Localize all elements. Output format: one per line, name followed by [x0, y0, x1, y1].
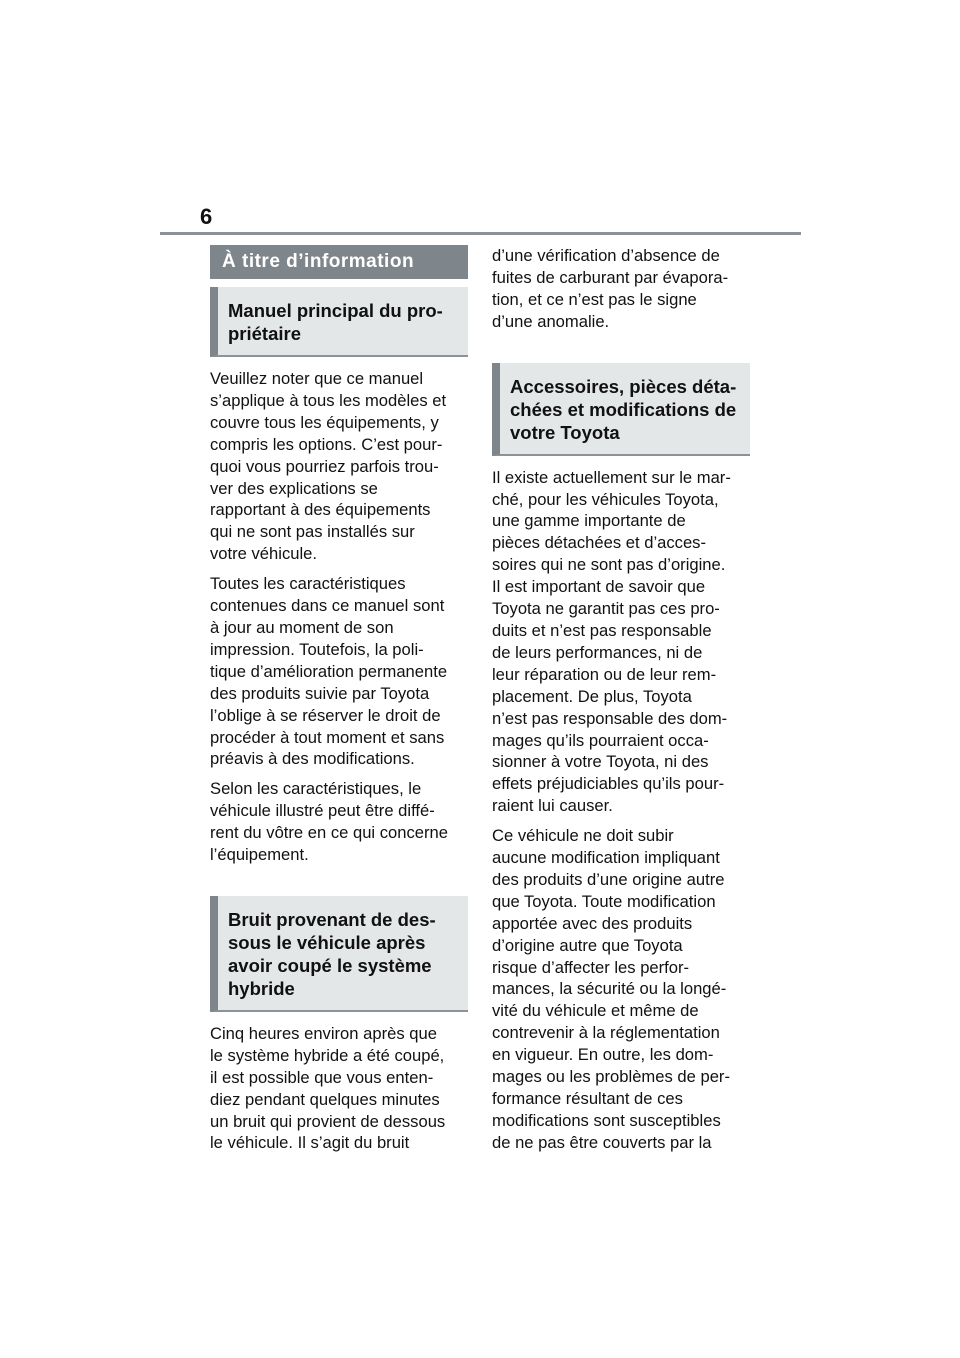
paragraph-continued	[492, 245, 750, 333]
text-line: diez pendant quelques minutes	[210, 1089, 440, 1109]
section-title: À titre d’information	[210, 245, 468, 279]
text-line: avoir coupé le système	[228, 954, 432, 976]
text-line: Bruit provenant de des-	[228, 908, 436, 930]
paragraph-bruit-1	[210, 1023, 468, 1154]
text-line: contenues dans ce manuel sont	[210, 596, 445, 616]
text-line: des produits d’une origine autre	[492, 869, 725, 889]
text-line: effets préjudiciables qu’ils pour-	[492, 774, 725, 794]
text-line: compris les options. C’est pour-	[210, 434, 443, 454]
text-line: votre Toyota	[510, 421, 620, 443]
text-line: Il existe actuellement sur le mar-	[492, 467, 731, 487]
text-line: leur réparation ou de leur rem-	[492, 664, 717, 684]
paragraph-manuel-1	[210, 368, 468, 565]
text-line: en vigueur. En outre, les dom-	[492, 1045, 714, 1065]
header-rule	[160, 232, 801, 235]
text-line: priétaire	[228, 323, 302, 344]
text-line: il est possible que vous enten-	[210, 1067, 434, 1087]
text-line: contrevenir à la réglementation	[492, 1023, 720, 1043]
text-line: hybride	[228, 977, 295, 999]
text-line: rent du vôtre en ce qui concerne	[210, 823, 448, 843]
text-line: risque d’affecter les perfor-	[492, 957, 690, 977]
text-line: chées et modifications de	[510, 398, 737, 420]
text-line: Cinq heures environ après que	[210, 1023, 437, 1043]
text-line: procéder à tout moment et sans	[210, 727, 445, 747]
text-line: n’est pas responsable des dom-	[492, 708, 728, 728]
text-line: qui ne sont pas installés sur	[210, 522, 415, 542]
text-line: Toutes les caractéristiques	[210, 574, 406, 594]
text-line: sionner à votre Toyota, ni des	[492, 752, 709, 772]
text-line: modifications sont susceptibles	[492, 1110, 721, 1130]
text-line: ver des explications se	[210, 478, 378, 498]
text-line: rapportant à des équipements	[210, 500, 431, 520]
text-line: des produits suivie par Toyota	[210, 683, 430, 703]
text-line: une gamme importante de	[492, 511, 686, 531]
text-line: Toyota ne garantit pas ces pro-	[492, 599, 720, 619]
text-line: Ce véhicule ne doit subir	[492, 826, 674, 846]
text-line: fuites de carburant par évapora-	[492, 267, 729, 287]
text-line: mances, la sécurité ou la longé-	[492, 979, 727, 999]
text-line: d’une vérification d’absence de	[492, 246, 720, 265]
text-line: le véhicule. Il s’agit du bruit	[210, 1133, 410, 1153]
text-line: apportée avec des produits	[492, 913, 693, 933]
text-line: couvre tous les équipements, y	[210, 412, 439, 432]
text-line: à jour au moment de son	[210, 617, 394, 637]
text-line: tion, et ce n’est pas le signe	[492, 289, 697, 309]
text-line: Accessoires, pièces déta-	[510, 375, 737, 397]
text-line: l’oblige à se réserver le droit de	[210, 705, 441, 725]
text-line: pièces détachées et d’acces-	[492, 533, 707, 553]
paragraph-manuel-2	[210, 573, 468, 770]
text-line: raient lui causer.	[492, 796, 613, 816]
text-line: mages ou les problèmes de per-	[492, 1067, 730, 1087]
text-line: de ne pas être couverts par la	[492, 1132, 712, 1152]
text-line: d’une anomalie.	[492, 311, 610, 331]
text-line: mages qu’ils pourraient occa-	[492, 730, 709, 750]
text-line: placement. De plus, Toyota	[492, 686, 692, 706]
text-line: l’équipement.	[210, 845, 309, 865]
text-line: tique d’amélioration permanente	[210, 661, 448, 681]
text-line: Selon les caractéristiques, le	[210, 779, 422, 799]
text-line: ché, pour les véhicules Toyota,	[492, 489, 719, 509]
text-line: Veuillez noter que ce manuel	[210, 369, 424, 388]
text-line: soires qui ne sont pas d’origine.	[492, 555, 726, 575]
text-line: de leurs performances, ni de	[492, 642, 703, 662]
text-line: formance résultant de ces	[492, 1089, 683, 1108]
text-line: aucune modification impliquant	[492, 848, 720, 868]
subsection-heading-manuel	[210, 287, 468, 357]
paragraph-accessoires-2	[492, 825, 750, 1154]
subsection-heading-accessoires	[492, 363, 750, 456]
text-line: impression. Toutefois, la poli-	[210, 639, 424, 659]
page-number: 6	[200, 204, 213, 229]
text-line: quoi vous pourriez parfois trou-	[210, 456, 439, 476]
paragraph-manuel-3	[210, 778, 468, 866]
text-line: votre véhicule.	[210, 544, 317, 564]
right-column	[492, 245, 750, 1154]
text-line: le système hybride a été coupé,	[210, 1045, 445, 1065]
text-line: d’origine autre que Toyota	[492, 935, 683, 955]
left-column	[210, 245, 468, 1154]
text-line: Manuel principal du pro-	[228, 300, 443, 321]
text-line: un bruit qui provient de dessous	[210, 1111, 446, 1131]
subsection-heading-bruit	[210, 896, 468, 1012]
text-line: vité du véhicule et même de	[492, 1001, 699, 1021]
paragraph-accessoires-1	[492, 467, 750, 818]
text-line: Il est important de savoir que	[492, 577, 706, 597]
text-line: duits et n’est pas responsable	[492, 620, 712, 640]
text-line: s’applique à tous les modèles et	[210, 390, 447, 410]
text-line: véhicule illustré peut être diffé-	[210, 801, 435, 821]
text-line: sous le véhicule après	[228, 931, 426, 953]
text-line: que Toyota. Toute modification	[492, 891, 716, 911]
text-line: préavis à des modifications.	[210, 749, 415, 769]
